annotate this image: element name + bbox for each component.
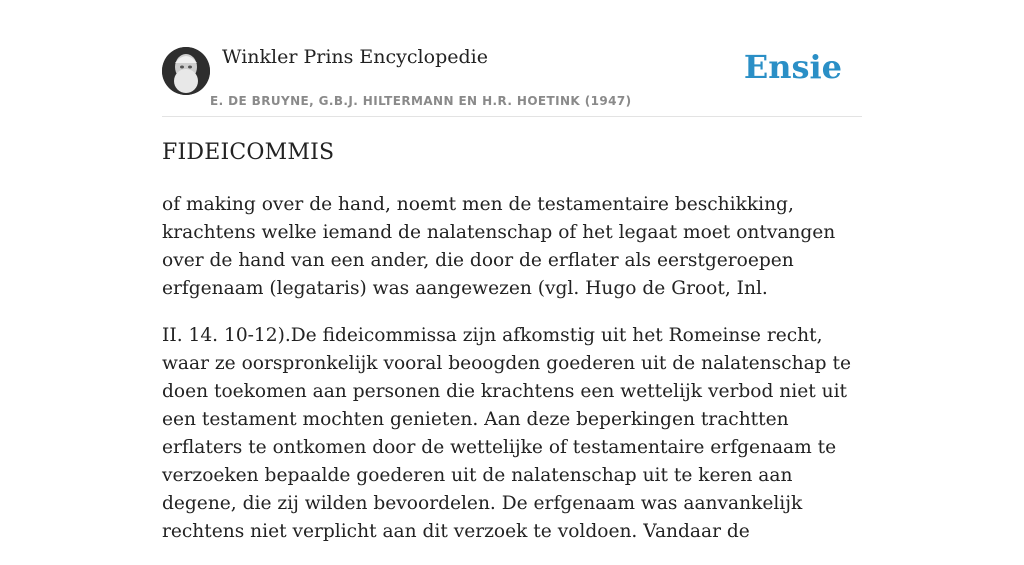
- brand-logo-link[interactable]: Ensie: [743, 48, 842, 86]
- page-header: [162, 40, 862, 117]
- author-byline: E. DE BRUYNE, G.B.J. HILTERMANN EN H.R. HOETINK (1947): [210, 94, 632, 108]
- article-body: [162, 140, 862, 565]
- article-paragraph: of making over de hand, noemt men de testamentaire beschikking, krachtens welke iemand de nalatenschap of het legaat moet ontvangen over de hand van een ander, die door de erflater als eerstgeroepen erfgenaam (legataris) was aangewezen (vgl. Hugo de Groot, Inl.: [162, 194, 836, 299]
- site-title[interactable]: Winkler Prins Encyclopedie: [222, 46, 488, 68]
- article-title: FIDEICOMMIS: [162, 140, 335, 165]
- article-paragraph: II. 14. 10-12).De fideicommissa zijn afkomstig uit het Romeinse recht, waar ze oorspronkelijk vooral beoogden goederen uit de nalatenschap te doen toekomen aan personen die krachtens een wettelijk verbod niet uit een testament mochten genieten. Aan deze beperkingen trachtten erflaters te ontkomen door de wettelijke of testamentaire erfgenaam te verzoeken bepaalde goederen uit de nalatenschap uit te keren aan degene, die zij wilden bevoordelen. De erfgenaam was aanvankelijk rechtens niet verplicht aan dit verzoek te voldoen. Vandaar de: [162, 325, 851, 542]
- author-portrait-icon[interactable]: [162, 47, 210, 95]
